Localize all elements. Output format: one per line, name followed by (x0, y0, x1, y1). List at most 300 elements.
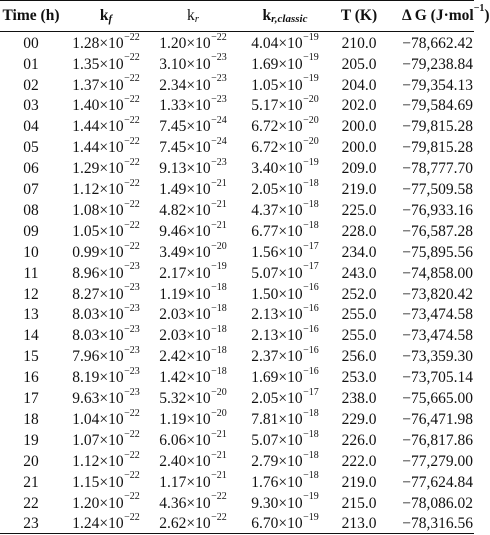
cell-kf-mantissa: 1.40 (72, 97, 100, 115)
table-row (0, 221, 474, 242)
time-value: 16 (23, 369, 39, 387)
header-dg-close: ) (484, 6, 490, 24)
cell-kr (150, 451, 236, 472)
cell-delta-g (384, 138, 474, 159)
cell-kr-times-ten: ×10 (186, 201, 211, 219)
cell-kf-exponent: −23 (124, 282, 140, 294)
cell-kf-times-ten: ×10 (99, 285, 124, 303)
cell-kr-classic (236, 388, 334, 409)
cell-kr (150, 221, 236, 242)
header-delta-g (384, 0, 490, 31)
cell-kr-classic-exponent: −18 (303, 219, 319, 231)
cell-kf-exponent: −22 (124, 52, 140, 64)
cell-time (0, 493, 62, 514)
table-row (0, 472, 474, 493)
cell-kr-classic (236, 263, 334, 284)
cell-kf-exponent: −22 (124, 198, 140, 210)
cell-time (0, 179, 62, 200)
table-row (0, 263, 474, 284)
cell-kr-classic-times-ten: ×10 (278, 34, 303, 52)
cell-kf-exponent: −22 (124, 491, 140, 503)
cell-kr-classic-exponent: −18 (303, 177, 319, 189)
cell-kr-classic-exponent: −19 (303, 31, 319, 43)
table-row (0, 242, 474, 263)
cell-kf-mantissa: 8.96 (72, 264, 100, 282)
time-value: 18 (23, 410, 39, 428)
cell-kr-classic-times-ten: ×10 (278, 369, 303, 387)
cell-kr-classic (236, 367, 334, 388)
cell-time (0, 284, 62, 305)
table-row (0, 138, 474, 159)
header-kr (150, 0, 236, 31)
cell-kf-times-ten: ×10 (99, 201, 124, 219)
cell-kr-classic (236, 221, 334, 242)
cell-kf (62, 284, 150, 305)
cell-temperature (334, 326, 384, 347)
header-time-label: Time (h) (2, 6, 60, 24)
cell-kr (150, 493, 236, 514)
cell-kr (150, 179, 236, 200)
cell-kf-exponent: −22 (124, 94, 140, 106)
cell-kr-times-ten: ×10 (186, 348, 211, 366)
cell-temperature (334, 367, 384, 388)
cell-kr (150, 347, 236, 368)
cell-kf-mantissa: 9.63 (72, 390, 100, 408)
cell-delta-g (384, 388, 474, 409)
time-value: 08 (23, 201, 39, 219)
header-kc-main: k (262, 6, 272, 24)
cell-kr-mantissa: 4.82 (159, 201, 187, 219)
cell-time (0, 367, 62, 388)
cell-kr-times-ten: ×10 (186, 243, 211, 261)
delta-g-value: −76,587.28 (402, 222, 473, 240)
cell-kr (150, 96, 236, 117)
cell-delta-g (384, 493, 474, 514)
cell-kf (62, 430, 150, 451)
cell-kr-classic-mantissa: 6.70 (251, 515, 279, 533)
time-value: 17 (23, 390, 39, 408)
cell-kf-exponent: −23 (124, 261, 140, 273)
cell-kr-classic-times-ten: ×10 (278, 431, 303, 449)
delta-g-value: −76,817.86 (402, 431, 473, 449)
temperature-value: 202.0 (341, 97, 377, 115)
temperature-value: 255.0 (341, 327, 377, 345)
table-row (0, 326, 474, 347)
cell-delta-g (384, 409, 474, 430)
header-kc-sub: r,classic (271, 13, 308, 25)
cell-time (0, 54, 62, 75)
temperature-value: 205.0 (341, 55, 377, 73)
cell-kr-exponent: −22 (211, 31, 227, 43)
time-value: 05 (23, 139, 39, 157)
cell-kf-times-ten: ×10 (99, 327, 124, 345)
cell-kr-mantissa: 1.17 (159, 473, 187, 491)
delta-g-value: −73,820.42 (402, 285, 473, 303)
cell-temperature (334, 138, 384, 159)
cell-kf-exponent: −23 (124, 324, 140, 336)
cell-kr-times-ten: ×10 (186, 160, 211, 178)
cell-kr-classic-exponent: −16 (303, 303, 319, 315)
delta-g-value: −75,665.00 (402, 390, 473, 408)
cell-kr-exponent: −22 (211, 512, 227, 524)
cell-kf-exponent: −22 (124, 512, 140, 524)
cell-kr-times-ten: ×10 (186, 181, 211, 199)
cell-temperature (334, 430, 384, 451)
cell-kf-times-ten: ×10 (99, 222, 124, 240)
cell-kr-times-ten: ×10 (186, 118, 211, 136)
cell-kr-classic-mantissa: 1.69 (251, 55, 279, 73)
cell-kr (150, 514, 236, 535)
cell-kr-exponent: −20 (211, 240, 227, 252)
temperature-value: 219.0 (341, 181, 377, 199)
cell-kr-exponent: −21 (211, 219, 227, 231)
cell-kr-mantissa: 9.13 (159, 160, 187, 178)
cell-kf-exponent: −23 (124, 365, 140, 377)
cell-kr-mantissa: 3.10 (159, 55, 187, 73)
time-value: 04 (23, 118, 39, 136)
cell-kr-classic-mantissa: 2.05 (251, 390, 279, 408)
cell-kr-mantissa: 1.19 (159, 285, 187, 303)
delta-g-value: −79,815.28 (402, 118, 473, 136)
cell-kr (150, 75, 236, 96)
cell-time (0, 472, 62, 493)
cell-temperature (334, 263, 384, 284)
cell-kr-classic-mantissa: 1.50 (251, 285, 279, 303)
temperature-value: 222.0 (341, 452, 377, 470)
cell-kf-mantissa: 1.20 (72, 494, 100, 512)
cell-temperature (334, 305, 384, 326)
cell-kf-mantissa: 1.35 (72, 55, 100, 73)
cell-kr-classic-mantissa: 5.17 (251, 97, 279, 115)
cell-time (0, 117, 62, 138)
cell-kf-mantissa: 8.27 (72, 285, 100, 303)
cell-kf (62, 96, 150, 117)
table-row (0, 409, 474, 430)
cell-kf-exponent: −22 (124, 115, 140, 127)
delta-g-value: −77,624.84 (402, 473, 473, 491)
table-row (0, 305, 474, 326)
cell-kf (62, 200, 150, 221)
cell-kr-classic-times-ten: ×10 (278, 97, 303, 115)
cell-kr-times-ten: ×10 (186, 97, 211, 115)
time-value: 02 (23, 76, 39, 94)
temperature-value: 209.0 (341, 160, 377, 178)
cell-kr-classic-exponent: −19 (303, 52, 319, 64)
delta-g-value: −78,316.56 (402, 515, 473, 533)
cell-kr (150, 472, 236, 493)
cell-kr-classic-mantissa: 5.07 (251, 431, 279, 449)
cell-time (0, 514, 62, 535)
cell-delta-g (384, 430, 474, 451)
table-row (0, 179, 474, 200)
cell-kr (150, 242, 236, 263)
cell-time (0, 451, 62, 472)
cell-kf-mantissa: 1.28 (72, 34, 100, 52)
cell-time (0, 326, 62, 347)
temperature-value: 255.0 (341, 306, 377, 324)
cell-kf-times-ten: ×10 (99, 348, 124, 366)
cell-kf-exponent: −22 (124, 31, 140, 43)
table-row (0, 367, 474, 388)
cell-kf (62, 451, 150, 472)
cell-kf-times-ten: ×10 (99, 264, 124, 282)
cell-kr-times-ten: ×10 (186, 390, 211, 408)
time-value: 11 (23, 264, 39, 282)
delta-g-value: −79,815.28 (402, 139, 473, 157)
cell-kr-classic-times-ten: ×10 (278, 76, 303, 94)
cell-kf-exponent: −22 (124, 136, 140, 147)
delta-g-value: −78,086.02 (402, 494, 473, 512)
cell-kf-times-ten: ×10 (99, 34, 124, 52)
delta-g-value: −76,933.16 (402, 201, 473, 219)
cell-kr-classic-exponent: −19 (303, 491, 319, 503)
cell-kr-exponent: −18 (211, 365, 227, 377)
header-kr-classic (236, 0, 334, 31)
cell-kr-classic-times-ten: ×10 (278, 139, 303, 157)
cell-kr (150, 388, 236, 409)
cell-temperature (334, 242, 384, 263)
cell-time (0, 430, 62, 451)
cell-kr-classic-mantissa: 9.30 (251, 494, 279, 512)
cell-kr-times-ten: ×10 (186, 55, 211, 73)
cell-kf-mantissa: 1.24 (72, 515, 100, 533)
cell-kr-classic-times-ten: ×10 (278, 327, 303, 345)
cell-kr-classic-mantissa: 4.04 (251, 34, 279, 52)
cell-temperature (334, 158, 384, 179)
cell-kr-mantissa: 6.06 (159, 431, 187, 449)
temperature-value: 204.0 (341, 76, 377, 94)
cell-kr-classic (236, 430, 334, 451)
cell-kf-exponent: −22 (124, 156, 140, 168)
cell-kf-mantissa: 0.99 (72, 243, 100, 261)
cell-kr-exponent: −21 (211, 428, 227, 440)
cell-kr-classic (236, 117, 334, 138)
cell-kr-mantissa: 7.45 (159, 139, 187, 157)
cell-kr-classic-exponent: −18 (303, 470, 319, 482)
cell-kr-classic-mantissa: 6.72 (251, 118, 279, 136)
delta-g-value: −73,359.30 (402, 348, 473, 366)
cell-kr-mantissa: 9.46 (159, 222, 187, 240)
cell-kr-classic-times-ten: ×10 (278, 264, 303, 282)
cell-kf-exponent: −22 (124, 449, 140, 461)
delta-g-value: −79,238.84 (402, 55, 473, 73)
temperature-value: 200.0 (341, 118, 377, 136)
cell-kr-classic-mantissa: 2.05 (251, 181, 279, 199)
cell-kr-mantissa: 2.03 (159, 306, 187, 324)
temperature-value: 213.0 (341, 515, 377, 533)
cell-kr (150, 305, 236, 326)
cell-kr (150, 430, 236, 451)
cell-kr-classic (236, 138, 334, 159)
cell-temperature (334, 33, 384, 54)
cell-kr-classic (236, 179, 334, 200)
cell-kr-times-ten: ×10 (186, 222, 211, 240)
cell-kr-times-ten: ×10 (186, 76, 211, 94)
time-value: 03 (23, 97, 39, 115)
cell-kr-exponent: −23 (211, 52, 227, 64)
cell-temperature (334, 472, 384, 493)
cell-delta-g (384, 54, 474, 75)
cell-kr-exponent: −20 (211, 386, 227, 398)
delta-g-value: −75,895.56 (402, 243, 473, 261)
cell-kf-exponent: −23 (124, 345, 140, 356)
time-value: 01 (23, 55, 39, 73)
cell-temperature (334, 409, 384, 430)
cell-kf-mantissa: 1.07 (72, 431, 100, 449)
cell-kf-times-ten: ×10 (99, 76, 124, 94)
time-value: 15 (23, 348, 39, 366)
cell-kr-classic-mantissa: 2.13 (251, 327, 279, 345)
cell-kr-exponent: −21 (211, 177, 227, 189)
cell-temperature (334, 200, 384, 221)
cell-kf-exponent: −22 (124, 73, 140, 85)
cell-delta-g (384, 221, 474, 242)
cell-kf-exponent: −23 (124, 303, 140, 315)
cell-kf (62, 158, 150, 179)
table-row (0, 75, 474, 96)
cell-kf-times-ten: ×10 (99, 410, 124, 428)
cell-delta-g (384, 179, 474, 200)
cell-temperature (334, 347, 384, 368)
delta-g-value: −73,474.58 (402, 306, 473, 324)
cell-kr-mantissa: 2.62 (159, 515, 187, 533)
header-temp-label: T (K) (340, 6, 378, 24)
cell-kr-exponent: −21 (211, 449, 227, 461)
cell-kf (62, 54, 150, 75)
cell-kf-exponent: −23 (124, 386, 140, 398)
cell-time (0, 242, 62, 263)
cell-kr-classic-exponent: −16 (303, 345, 319, 356)
cell-kf (62, 347, 150, 368)
cell-kr-times-ten: ×10 (186, 306, 211, 324)
cell-kr-classic (236, 242, 334, 263)
cell-kr-mantissa: 1.49 (159, 181, 187, 199)
cell-kr-exponent: −18 (211, 324, 227, 336)
delta-g-value: −79,354.13 (402, 76, 473, 94)
cell-kr (150, 200, 236, 221)
cell-kf (62, 117, 150, 138)
time-value: 00 (23, 34, 39, 52)
cell-kf (62, 242, 150, 263)
time-value: 10 (23, 243, 39, 261)
temperature-value: 225.0 (341, 201, 377, 219)
temperature-value: 253.0 (341, 369, 377, 387)
cell-delta-g (384, 514, 474, 535)
table-row (0, 284, 474, 305)
cell-kf (62, 493, 150, 514)
cell-temperature (334, 179, 384, 200)
cell-kr-classic (236, 33, 334, 54)
cell-kr-classic (236, 75, 334, 96)
cell-kf (62, 514, 150, 535)
cell-kf-times-ten: ×10 (99, 139, 124, 157)
cell-kr-classic-times-ten: ×10 (278, 452, 303, 470)
header-kr-sub: r (194, 13, 200, 25)
cell-kf-times-ten: ×10 (99, 431, 124, 449)
cell-delta-g (384, 326, 474, 347)
temperature-value: 229.0 (341, 410, 377, 428)
cell-kr-classic-times-ten: ×10 (278, 160, 303, 178)
cell-kf-times-ten: ×10 (99, 160, 124, 178)
cell-kf-mantissa: 1.44 (72, 139, 100, 157)
cell-kr-classic (236, 96, 334, 117)
cell-kr-classic-times-ten: ×10 (278, 118, 303, 136)
cell-kr-classic-exponent: −16 (303, 324, 319, 336)
cell-kf (62, 263, 150, 284)
cell-delta-g (384, 284, 474, 305)
cell-temperature (334, 514, 384, 535)
cell-kr-times-ten: ×10 (186, 285, 211, 303)
cell-kf-mantissa: 1.08 (72, 201, 100, 219)
cell-kr (150, 158, 236, 179)
cell-kf-mantissa: 1.12 (72, 452, 100, 470)
cell-kr-classic-exponent: −19 (303, 156, 319, 168)
cell-kr-classic-mantissa: 1.56 (251, 243, 279, 261)
cell-kr (150, 284, 236, 305)
cell-kf-times-ten: ×10 (99, 515, 124, 533)
table-row (0, 96, 474, 117)
cell-kf (62, 305, 150, 326)
cell-kr-times-ten: ×10 (186, 515, 211, 533)
temperature-value: 256.0 (341, 348, 377, 366)
cell-kf (62, 179, 150, 200)
cell-time (0, 200, 62, 221)
cell-kf (62, 326, 150, 347)
cell-kr-mantissa: 5.32 (159, 390, 187, 408)
cell-kr-classic-exponent: −18 (303, 428, 319, 440)
cell-kr-classic-times-ten: ×10 (278, 201, 303, 219)
cell-kf-mantissa: 1.29 (72, 160, 100, 178)
table-header-row (0, 0, 490, 31)
temperature-value: 238.0 (341, 390, 377, 408)
delta-g-value: −78,662.42 (402, 34, 473, 52)
cell-kr-classic-times-ten: ×10 (278, 390, 303, 408)
cell-kr-classic-mantissa: 3.40 (251, 160, 279, 178)
cell-kr-classic-mantissa: 2.13 (251, 306, 279, 324)
temperature-value: 228.0 (341, 222, 377, 240)
cell-kf-times-ten: ×10 (99, 181, 124, 199)
table-row (0, 451, 474, 472)
cell-kf-times-ten: ×10 (99, 390, 124, 408)
time-value: 06 (23, 160, 39, 178)
cell-kf-times-ten: ×10 (99, 97, 124, 115)
time-value: 22 (23, 494, 39, 512)
cell-kr-exponent: −20 (211, 407, 227, 419)
cell-kr-classic-mantissa: 4.37 (251, 201, 279, 219)
cell-kf-mantissa: 1.37 (72, 76, 100, 94)
cell-time (0, 347, 62, 368)
temperature-value: 252.0 (341, 285, 377, 303)
cell-kr (150, 263, 236, 284)
cell-time (0, 33, 62, 54)
cell-kr-exponent: −18 (211, 282, 227, 294)
cell-time (0, 221, 62, 242)
header-kf (62, 0, 150, 31)
cell-kr-classic-times-ten: ×10 (278, 222, 303, 240)
cell-kr-mantissa: 2.34 (159, 76, 187, 94)
cell-kr (150, 409, 236, 430)
cell-kr-classic-times-ten: ×10 (278, 410, 303, 428)
cell-delta-g (384, 451, 474, 472)
cell-kr-classic-times-ten: ×10 (278, 285, 303, 303)
header-time (0, 0, 62, 31)
cell-time (0, 75, 62, 96)
cell-kf-times-ten: ×10 (99, 494, 124, 512)
table-row (0, 54, 474, 75)
cell-temperature (334, 96, 384, 117)
cell-kr-classic-exponent: −18 (303, 198, 319, 210)
header-kf-main: k (99, 6, 109, 24)
